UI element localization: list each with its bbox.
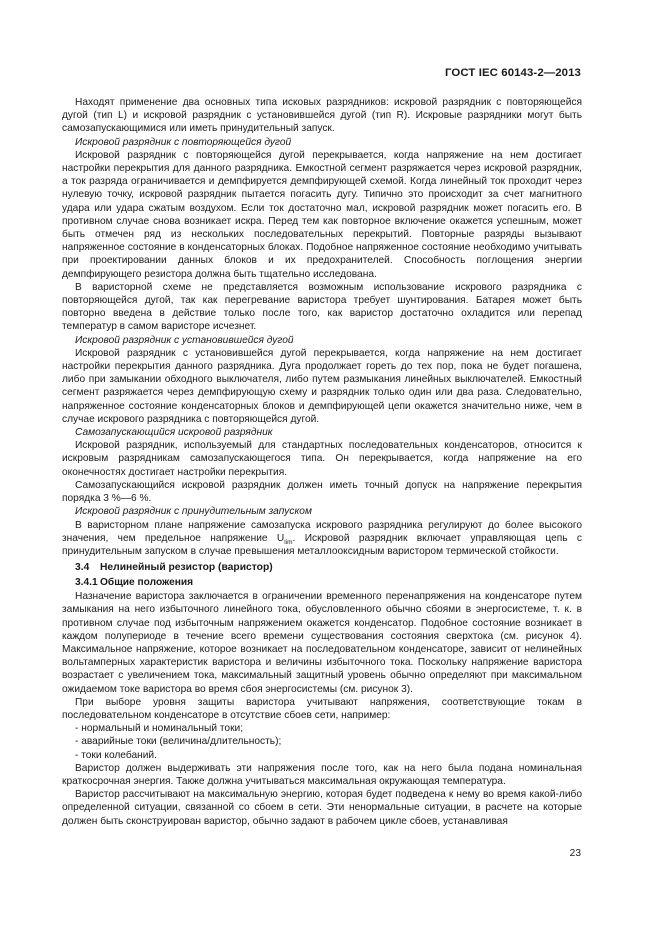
section-heading-3-4 bbox=[62, 560, 582, 575]
paragraph: Самозапускающийся искровой разрядник должен иметь точный допуск на напряжение перекрытия порядка 3 %—6 %. bbox=[62, 479, 582, 505]
paragraph: Находят применение два основных типа исковых разрядников: искровой разрядник с повторяющейся дугой (тип L) и искровой разрядник с установившейся дугой (тип R). Искровые разрядники могут быть самозапускающимися или иметь принудительный запуск. bbox=[62, 97, 582, 135]
paragraph: Варистор рассчитывают на максимальную энергию, которая будет подведена к нему во время какой-либо определенной ситуации, связанной со сбоем в сети. Эти ненормальные ситуации, в расчете на которые должен быть сконструирован варистор, обычно задают в рабочем цикле сбоев, устанавливая bbox=[62, 789, 582, 827]
standard-header: ГОСТ IEC 60143-2—2013 bbox=[444, 67, 581, 79]
paragraph-part: В варисторном плане напряжение самозапуска искрового разрядника регулируют до более высокого значения, чем предельное напряжение U bbox=[62, 519, 582, 544]
paragraph bbox=[62, 519, 582, 559]
subheading-steady-arc: Искровой разрядник с установившейся дугой bbox=[75, 334, 294, 346]
subheading-self-triggered: Самозапускающийся искровой разрядник bbox=[75, 427, 273, 439]
paragraph: В варисторной схеме не представляется возможным использование искрового разрядника с повторяющейся дугой, так как перегревание варистора требует шунтирования. Батарея может быть повторно введена в действие только после того, как варистор достаточно охладится или перепад температур в самом варисторе исчезнет. bbox=[62, 281, 582, 333]
list-item: - аварийные токи (величина/длительность); bbox=[75, 736, 282, 748]
list-item: - токи колебаний. bbox=[75, 749, 157, 761]
section-heading-3-4-1 bbox=[62, 576, 582, 590]
section-number: 3.4.1 bbox=[75, 577, 98, 589]
paragraph: При выборе уровня защиты варистора учитывают напряжения, соответствующие токам в последовательном конденсаторе в отсутствие сбоев сети, например: bbox=[62, 696, 582, 721]
paragraph: Искровой разрядник с установившейся дугой перекрывается, когда напряжение на нем достигает настройки перекрытия данного разрядника. Дуга продолжает гореть до тех пор, пока не будет погашена, либо при замыкании обходного выключателя, либо путем размыкания линейных выключателей. Емкостный сегмент разряжается через демпфирующую схему и разрядник только один или два раза. Следовательно, напряженное состояние конденсаторных блоков и демпфирующей цепи окажется значительно ниже, чем в случае искрового разрядника с повторяющейся дугой. bbox=[62, 347, 582, 425]
section-title: Нелинейный резистор (варистор) bbox=[100, 562, 273, 574]
paragraph-part: . Искровой разрядник включает управляющая цепь с принудительным запуском в случае превышения металлооксидным варистором термической стойкости. bbox=[62, 532, 582, 557]
paragraph: Искровой разрядник с повторяющейся дугой перекрывается, когда напряжение на нем достигает настройки перекрытия для данного разрядника. Емкостной сегмент разряжается через искровой разрядник, а ток разряда ограничивается и демпфируется демпфирующей схемой. Когда линейный ток проходит через нулевую точку, искровой разрядник пытается погасить дугу. Типично это происходит за счет магнитного удара или удара сжатым воздухом. Если ток достаточно мал, искровой разрядник может погасить его. В противном случае снова возникает искра. Перед тем как повторное включение окажется успешным, может быть отмечен ряд из нескольких последовательных перекрытий. Повторные разряды вызывают напряженное состояние в конденсаторных блоках. Подобное напряженное состояние необходимо учитывать при проектировании данных блоков и их предохранителей. Способность поглощения энергии демпфирующего резистора должна быть тщательно исследована. bbox=[62, 149, 582, 280]
document-body bbox=[62, 96, 582, 828]
paragraph: Варистор должен выдерживать эти напряжения после того, как на него была подана номинальная краткосрочная энергия. Также должна учитываться максимальная окружающая температура. bbox=[62, 762, 582, 787]
subscript-lim: lim bbox=[284, 538, 293, 546]
section-number: 3.4 bbox=[75, 562, 90, 574]
subheading-repeating-arc: Искровой разрядник с повторяющейся дугой bbox=[75, 136, 292, 148]
page-number: 23 bbox=[569, 848, 581, 859]
subheading-forced-triggered: Искровой разрядник с принудительным запуском bbox=[75, 506, 312, 518]
list-item: - нормальный и номинальный токи; bbox=[75, 723, 244, 735]
paragraph: Назначение варистора заключается в ограничении временного перенапряжения на конденсаторе путем замыкания на него избыточного линейного тока, обусловленного обычно сбоями в энергосистеме, т. к. в противном случае под избыточным напряжением окажется конденсатор. Подобное состояние возникает в каждом полупериоде в течение всего времени существования состояния сверхтока (см. рисунок 4). Максимальное напряжение, которое возникает на последовательном конденсаторе, зависит от нелинейных вольтамперных характеристик варистора и величины избыточного тока. Поскольку напряжение варистора возрастает с увеличением тока, максимальный защитный уровень обычно определяют при максимальном ожидаемом токе варистора во время сбоя энергосистемы (см. рисунок 3). bbox=[62, 591, 582, 695]
paragraph: Искровой разрядник, используемый для стандартных последовательных конденсаторов, относится к искровым разрядникам самозапускающегося типа. Он перекрывается, когда напряжение на его оконечностях достигает настройки перекрытия. bbox=[62, 440, 582, 478]
section-title: Общие положения bbox=[100, 577, 194, 589]
